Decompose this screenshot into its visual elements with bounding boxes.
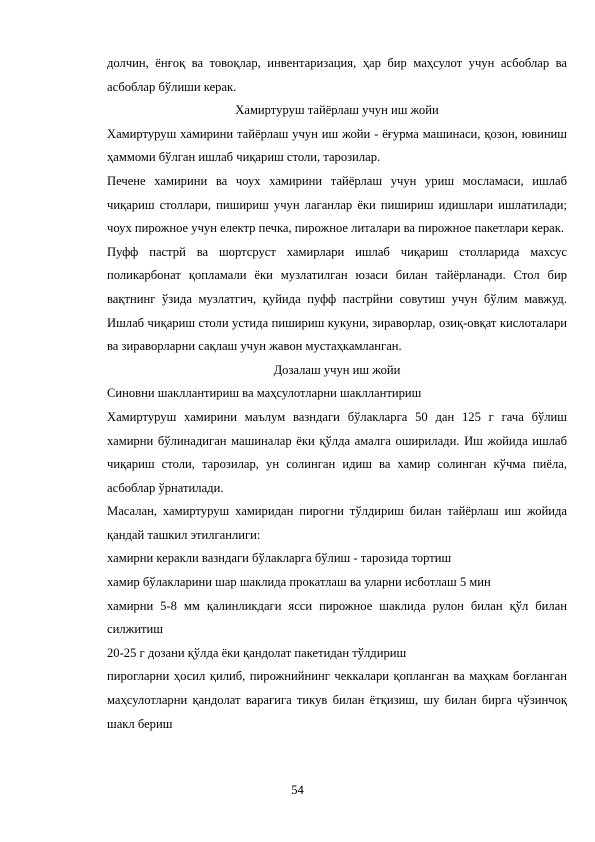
heading-dosing-workplace: Дозалаш учун иш жойи <box>273 362 401 377</box>
paragraph-cookie-dough: Печене хамирини ва чоух хамирини тайёрлаш учун уриш мосламаси, ишлаб чиқариш столлари, пишириш учун лаганлар ёки пишириш идишлари ишлатилади; чоух пирожное учун електр печка, пирожное литалари ва пирожное пакетлари керак. <box>107 173 567 236</box>
paragraph-yeast-dough: Хамиртуруш хамирини тайёрлаш учун иш жойи - ёғурма машинаси, қозон, ювиниш ҳаммоми бўлган ишлаб чиқариш столи, тарозилар. <box>107 126 567 165</box>
list-item-forming: пирогларни ҳосил қилиб, пирожнийнинг чеккалари қопланган ва маҳкам боғланган маҳсулотларни қандолат варағига тикув билан ётқизиш, шу билан бирга чўзинчоқ шакл бериш <box>107 669 567 731</box>
paragraph-dividing: Хамиртуруш хамирини маълум вазндаги бўлакларга 50 дан 125 г гача бўлиш хамирни бўлинадиган машиналар ёки қўлда амалга оширилади. Иш жойида ишлаб чиқариш столи, тарозилар, ун солинган идиш ва хамир солинган кўчма пиёла, асбоблар ўрнатилади. <box>107 409 567 495</box>
paragraph-intro: долчин, ёнғоқ ва товоқлар, инвентаризация, ҳар бир маҳсулот учун асбоблар ва асбоблар бўлиши керак. <box>107 56 567 94</box>
list-item-flattening: хамирни 5-8 мм қалинликдаги ясси пирожное шаклида рулон билан қўл билан силжитиш <box>107 598 567 637</box>
paragraph-shaping: Синовни шакллантириш ва маҳсулотларни шакллантириш <box>107 386 422 401</box>
list-item-weighing: хамирни керакли вазндаги бўлакларга бўлиш - тарозида тортиш <box>107 551 452 566</box>
heading-yeast-dough-workplace: Хамиртуруш тайёрлаш учун иш жойи <box>235 103 439 118</box>
paragraph-example: Масалан, хамиртуруш хамиридан пирогни тўлдириш билан тайёрлаш иш жойида қандай ташкил этилганлиги: <box>107 504 567 542</box>
list-item-rolling: хамир бўлакларини шар шаклида прокатлаш ва уларни исботлаш 5 мин <box>107 575 491 590</box>
document-page <box>107 52 567 736</box>
list-item-filling: 20-25 г дозани қўлда ёки қандолат пакетидан тўлдириш <box>107 645 407 660</box>
paragraph-puff-pastry: Пуфф пастрй ва шортсруст хамирлари ишлаб чиқариш столларида махсус поликарбонат қопламали ёки музлатилган юзаси билан тайёрланади. Стол бир вақтнинг ўзида музлатгич, қуйида пуфф пастрйни совутиш учун бўлим мавжуд. Ишлаб чиқариш столи устида пишириш кукуни, зираворлар, озиқ-овқат кислоталари ва зираворларни сақлаш учун жавон мустаҳкамланган. <box>107 244 567 354</box>
page-number: 54 <box>291 783 304 797</box>
